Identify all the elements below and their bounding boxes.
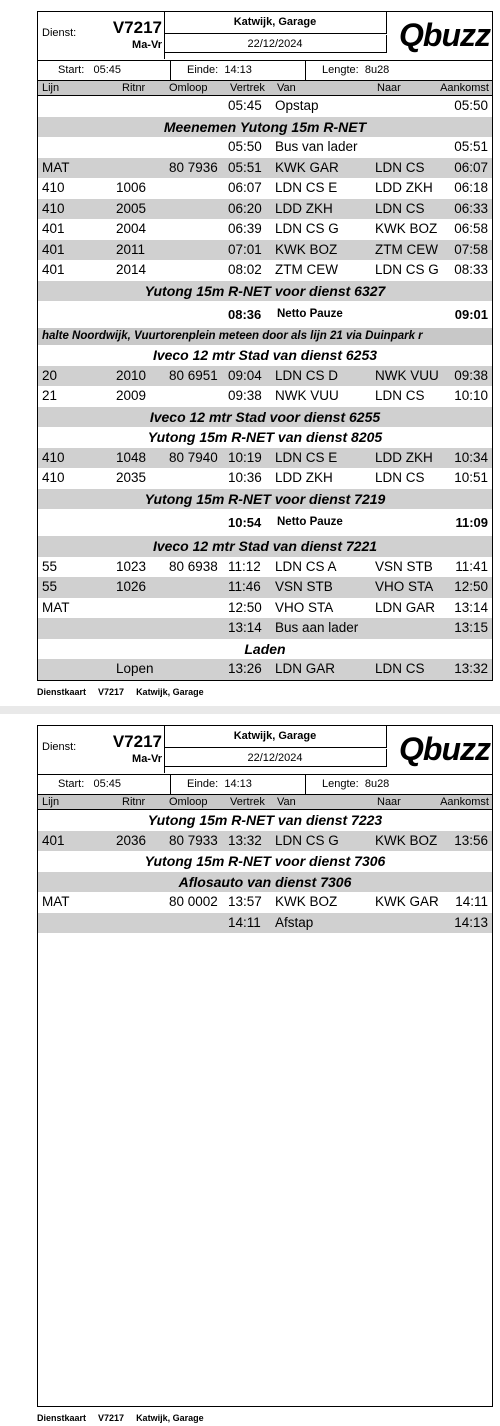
footer-location: Katwijk, Garage	[136, 1413, 204, 1423]
section-header: Iveco 12 mtr Stad van dienst 7221	[38, 536, 492, 557]
pause-start: 10:54	[228, 515, 262, 530]
cell-naar: LDN CS	[375, 470, 425, 485]
cell-omloop: 80 6938	[169, 558, 218, 574]
qbuzz-logo: Qbuzz	[399, 17, 490, 53]
cell-van: LDN CS D	[275, 367, 339, 383]
cell-lijn: 55	[42, 579, 58, 594]
trip-row	[38, 659, 492, 680]
col-van: Van	[277, 796, 296, 808]
col-lijn: Lijn	[42, 82, 60, 94]
cell-naar: ZTM CEW	[375, 241, 438, 257]
cell-van: VSN STB	[275, 579, 333, 594]
end-label: Einde:	[187, 64, 219, 76]
dienst-label: Dienst:	[42, 741, 77, 753]
cell-naar: LDN CS	[375, 661, 425, 676]
cell-omloop: 80 0002	[169, 894, 218, 909]
cell-vertrek: 10:19	[228, 449, 262, 465]
cell-vertrek: 13:26	[228, 661, 262, 676]
pause-start: 08:36	[228, 307, 262, 322]
start-label: Start:	[58, 64, 85, 76]
cell-aankomst: 13:32	[454, 661, 488, 676]
times-bar	[38, 775, 492, 795]
start-cell	[38, 775, 171, 794]
pause-label: Netto Pauze	[277, 516, 343, 528]
cell-van: LDD ZKH	[275, 470, 333, 485]
sheet-header	[38, 726, 492, 775]
trip-row	[38, 598, 492, 619]
footer-location: Katwijk, Garage	[136, 687, 204, 697]
cell-van: ZTM CEW	[275, 262, 338, 277]
dienst-days: Ma-Vr	[132, 39, 162, 51]
cell-omloop: 80 7940	[169, 449, 218, 465]
cell-aankomst: 05:51	[454, 139, 488, 154]
section-header: Iveco 12 mtr Stad van dienst 6253	[152, 347, 378, 363]
start-time: 05:45	[93, 64, 121, 76]
cell-lijn: 410	[42, 470, 65, 485]
route-note: halte Noordwijk, Vuurtorenplein meteen door als lijn 21 via Duinpark r	[38, 328, 492, 345]
cell-van: Opstap	[275, 98, 319, 113]
cell-lijn: 20	[42, 367, 58, 383]
location: Katwijk, Garage	[164, 12, 387, 34]
cell-naar: LDN GAR	[375, 599, 436, 615]
dienst-days: Ma-Vr	[132, 753, 162, 765]
col-naar: Naar	[377, 82, 401, 94]
cell-vertrek: 10:36	[228, 470, 262, 485]
cell-vertrek: 07:01	[228, 241, 262, 257]
cell-van: LDN CS G	[275, 221, 339, 236]
duty-sheet	[37, 725, 493, 1407]
length-cell	[306, 61, 389, 80]
start-time: 05:45	[93, 778, 121, 790]
cell-lijn: 55	[42, 558, 58, 574]
col-lijn: Lijn	[42, 796, 60, 808]
pause-end: 09:01	[454, 307, 488, 322]
cell-naar: KWK BOZ	[375, 221, 438, 236]
cell-aankomst: 13:15	[454, 620, 488, 635]
cell-naar: KWK GAR	[375, 894, 439, 909]
cell-omloop: 80 6951	[169, 367, 218, 383]
cell-lijn: 401	[42, 262, 65, 277]
pause-end: 11:09	[455, 515, 488, 530]
cell-naar: LDD ZKH	[375, 449, 433, 465]
pause-row	[38, 509, 492, 536]
cell-lijn: MAT	[42, 159, 70, 175]
cell-aankomst: 07:58	[454, 241, 488, 257]
length-value: 8u28	[364, 778, 390, 790]
section-header: Laden	[244, 640, 286, 657]
cell-aankomst: 12:50	[454, 579, 488, 594]
duty-sheet	[37, 11, 493, 681]
cell-vertrek: 11:12	[228, 558, 261, 574]
cell-van: KWK BOZ	[275, 894, 338, 909]
col-aankomst: Aankomst	[440, 796, 489, 808]
cell-van: LDN CS E	[275, 449, 338, 465]
length-cell	[306, 775, 389, 794]
cell-vertrek: 13:14	[228, 620, 262, 635]
page-2	[0, 714, 500, 1426]
trip-row	[38, 219, 492, 240]
cell-van: KWK BOZ	[275, 241, 338, 257]
trip-rows	[38, 96, 492, 680]
cell-van: LDN CS G	[275, 832, 339, 848]
trip-row	[38, 366, 492, 387]
cell-aankomst: 14:13	[454, 914, 488, 930]
cell-van: VHO STA	[275, 599, 334, 615]
date: 22/12/2024	[164, 749, 387, 767]
trip-row	[38, 831, 492, 852]
cell-lijn: MAT	[42, 599, 70, 615]
cell-aankomst: 06:33	[454, 200, 488, 216]
end-label: Einde:	[187, 778, 219, 790]
trip-row	[38, 96, 492, 117]
cell-aankomst: 06:07	[454, 159, 488, 175]
cell-lijn: 401	[42, 241, 65, 257]
section-header: Yutong 15m R-NET van dienst 7223	[147, 812, 383, 828]
cell-aankomst: 06:18	[454, 180, 488, 195]
footer-label: Dienstkaart	[37, 1413, 87, 1423]
cell-vertrek: 05:45	[228, 98, 262, 113]
cell-vertrek: 05:50	[228, 139, 262, 154]
trip-row	[38, 557, 492, 578]
cell-ritnr: 2014	[116, 262, 147, 277]
cell-vertrek: 06:07	[228, 180, 262, 195]
col-vertrek: Vertrek	[230, 82, 265, 94]
location: Katwijk, Garage	[164, 726, 387, 748]
trip-row	[38, 913, 492, 934]
start-label: Start:	[58, 778, 85, 790]
end-time: 14:13	[224, 778, 252, 790]
cell-van: Afstap	[275, 914, 314, 930]
pause-label: Netto Pauze	[277, 308, 343, 320]
cell-vertrek: 06:39	[228, 221, 262, 236]
trip-row	[38, 618, 492, 639]
col-vertrek: Vertrek	[230, 796, 265, 808]
cell-van: NWK VUU	[275, 388, 339, 403]
col-omloop: Omloop	[169, 82, 208, 94]
trip-row	[38, 386, 492, 407]
length-label: Lengte:	[322, 778, 359, 790]
qbuzz-logo: Qbuzz	[399, 731, 490, 767]
cell-naar: LDD ZKH	[375, 180, 433, 195]
cell-ritnr: 1026	[116, 579, 147, 594]
cell-van: LDD ZKH	[275, 200, 333, 216]
cell-aankomst: 14:11	[455, 894, 488, 909]
cell-naar: KWK BOZ	[375, 832, 438, 848]
dienst-box	[38, 726, 165, 773]
trip-row	[38, 158, 492, 179]
start-cell	[38, 61, 171, 80]
times-bar	[38, 61, 492, 81]
cell-lijn: 21	[42, 388, 58, 403]
end-cell	[171, 775, 306, 794]
cell-naar: LDN CS G	[375, 262, 439, 277]
col-ritnr: Ritnr	[122, 796, 146, 808]
cell-lijn: 410	[42, 180, 65, 195]
cell-lijn: MAT	[42, 894, 70, 909]
cell-naar: VHO STA	[375, 579, 434, 594]
cell-aankomst: 13:56	[454, 832, 488, 848]
sheet-header	[38, 12, 492, 61]
footer-dienst: V7217	[98, 1413, 125, 1423]
cell-van: LDN CS A	[275, 558, 337, 574]
section-header: Yutong 15m R-NET van dienst 8205	[147, 429, 383, 445]
dienst-label: Dienst:	[42, 27, 77, 39]
date: 22/12/2024	[164, 35, 387, 53]
footer-label: Dienstkaart	[37, 687, 87, 697]
col-omloop: Omloop	[169, 796, 208, 808]
footer-dienst: V7217	[98, 687, 125, 697]
trip-row	[38, 448, 492, 469]
cell-vertrek: 09:04	[228, 367, 262, 383]
cell-ritnr: 1006	[116, 180, 147, 195]
column-headers	[38, 81, 492, 96]
section-header: Meenemen Yutong 15m R-NET	[38, 117, 492, 138]
cell-vertrek: 11:46	[228, 579, 261, 594]
cell-naar: LDN CS	[375, 159, 425, 175]
dienst-box	[38, 12, 165, 59]
cell-aankomst: 13:14	[454, 599, 488, 615]
pause-row	[38, 301, 492, 328]
cell-lijn: 401	[42, 832, 65, 848]
cell-lijn: 410	[42, 449, 65, 465]
cell-naar: LDN CS	[375, 200, 425, 216]
cell-ritnr: 2004	[116, 221, 147, 236]
section-header: Iveco 12 mtr Stad voor dienst 6255	[38, 407, 492, 428]
trip-row	[38, 199, 492, 220]
trip-row	[38, 577, 492, 598]
page-footer	[37, 687, 216, 697]
trip-row	[38, 240, 492, 261]
dienst-number: V7217	[112, 18, 162, 37]
cell-naar: NWK VUU	[375, 367, 439, 383]
column-headers	[38, 795, 492, 810]
cell-van: LDN GAR	[275, 661, 336, 676]
trip-rows	[38, 810, 492, 933]
cell-van: Bus van lader	[275, 139, 358, 154]
end-cell	[171, 61, 306, 80]
length-label: Lengte:	[322, 64, 359, 76]
cell-vertrek: 13:57	[228, 894, 262, 909]
trip-row	[38, 892, 492, 913]
cell-ritnr: 1048	[116, 449, 147, 465]
page-footer	[37, 1413, 216, 1423]
cell-ritnr: 2036	[116, 832, 147, 848]
cell-van: KWK GAR	[275, 159, 339, 175]
cell-aankomst: 06:58	[454, 221, 488, 236]
cell-aankomst: 05:50	[454, 98, 488, 113]
trip-row	[38, 178, 492, 199]
cell-vertrek: 08:02	[228, 262, 262, 277]
col-aankomst: Aankomst	[440, 82, 489, 94]
cell-ritnr: 2005	[116, 200, 147, 216]
cell-ritnr: 2035	[116, 470, 147, 485]
cell-aankomst: 11:41	[455, 558, 488, 574]
cell-ritnr: 2010	[116, 367, 147, 383]
cell-aankomst: 08:33	[454, 262, 488, 277]
cell-ritnr: 2011	[116, 241, 146, 257]
section-header: Aflosauto van dienst 7306	[38, 872, 492, 893]
cell-aankomst: 10:10	[454, 388, 488, 403]
col-ritnr: Ritnr	[122, 82, 146, 94]
cell-aankomst: 09:38	[454, 367, 488, 383]
cell-vertrek: 13:32	[228, 832, 262, 848]
cell-vertrek: 09:38	[228, 388, 262, 403]
cell-ritnr: 2009	[116, 388, 147, 403]
trip-row	[38, 260, 492, 281]
cell-van: Bus aan lader	[275, 620, 359, 635]
col-van: Van	[277, 82, 296, 94]
end-time: 14:13	[224, 64, 252, 76]
col-naar: Naar	[377, 796, 401, 808]
trip-row	[38, 468, 492, 489]
cell-vertrek: 14:11	[228, 914, 261, 930]
cell-naar: LDN CS	[375, 388, 425, 403]
cell-omloop: 80 7936	[169, 159, 218, 175]
section-header: Yutong 15m R-NET voor dienst 7219	[38, 489, 492, 510]
cell-ritnr: Lopen	[116, 661, 154, 676]
cell-vertrek: 06:20	[228, 200, 262, 216]
section-header: Yutong 15m R-NET voor dienst 7306	[144, 853, 386, 869]
cell-naar: VSN STB	[375, 558, 433, 574]
page-1	[0, 0, 500, 706]
section-header: Yutong 15m R-NET voor dienst 6327	[38, 281, 492, 302]
cell-van: LDN CS E	[275, 180, 338, 195]
cell-ritnr: 1023	[116, 558, 147, 574]
dienst-number: V7217	[112, 732, 162, 751]
cell-lijn: 401	[42, 221, 65, 236]
cell-vertrek: 12:50	[228, 599, 262, 615]
cell-vertrek: 05:51	[228, 159, 262, 175]
cell-aankomst: 10:34	[454, 449, 488, 465]
cell-aankomst: 10:51	[454, 470, 488, 485]
cell-lijn: 410	[42, 200, 65, 216]
cell-omloop: 80 7933	[169, 832, 218, 848]
length-value: 8u28	[364, 64, 390, 76]
trip-row	[38, 137, 492, 158]
